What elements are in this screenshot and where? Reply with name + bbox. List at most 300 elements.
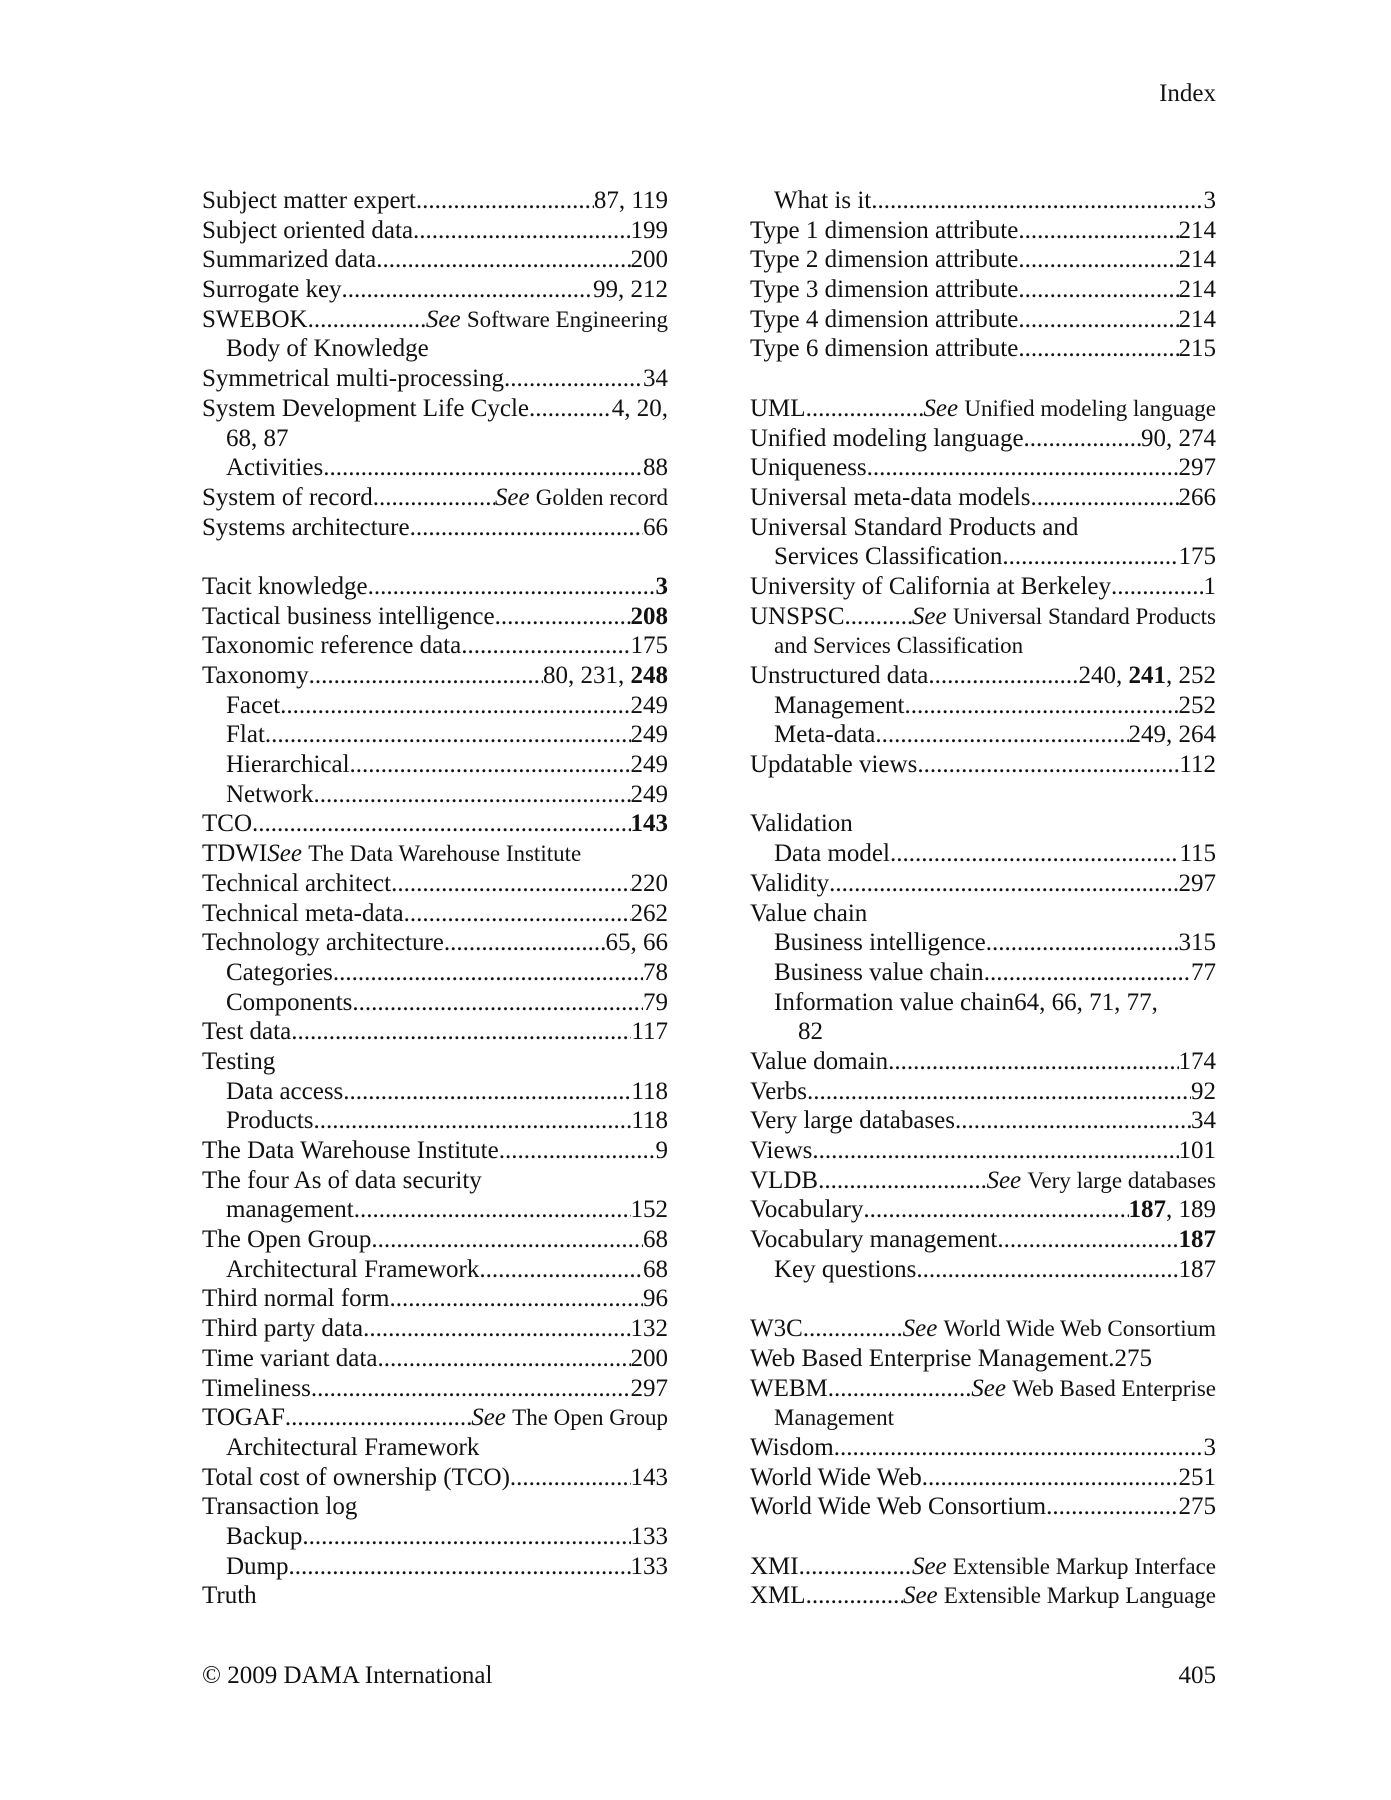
entry-term: Validity <box>750 869 830 897</box>
page-ref: 68 <box>643 1255 668 1283</box>
dot-leader <box>529 394 612 424</box>
index-entry <box>750 394 1216 424</box>
index-entry <box>750 899 1216 929</box>
index-entry <box>750 691 1216 721</box>
entry-term: System Development Life Cycle <box>202 394 530 422</box>
page-refs <box>1179 750 1216 780</box>
see-label: See <box>986 1166 1022 1194</box>
page-ref: 96 <box>643 1285 668 1313</box>
page-refs <box>1179 869 1217 899</box>
index-entry <box>750 1581 1216 1611</box>
page-refs <box>1179 1047 1217 1077</box>
entry-term: Categories <box>226 958 333 986</box>
dot-leader <box>285 1403 471 1433</box>
index-entry <box>750 928 1216 958</box>
dot-leader <box>314 1106 632 1136</box>
dot-leader <box>1046 1492 1178 1522</box>
page-refs: 240, 241, 252 <box>1078 662 1216 689</box>
index-entry <box>202 394 668 424</box>
index-entry <box>202 305 668 335</box>
dot-leader <box>905 691 1179 721</box>
page-refs <box>1179 275 1217 305</box>
index-entry <box>202 631 668 661</box>
index-entry <box>202 661 668 691</box>
index-entry <box>750 572 1216 602</box>
entry-term: World Wide Web <box>750 1463 922 1491</box>
page-ref: 99 <box>593 276 618 304</box>
page-ref: 214 <box>1178 276 1216 304</box>
entry-term: Hierarchical <box>226 751 350 779</box>
entry-term: management <box>226 1196 354 1224</box>
page-ref: 264 <box>1178 721 1216 749</box>
page-refs: 187, 189 <box>1128 1196 1216 1224</box>
entry-term: Type 4 dimension attribute <box>750 305 1019 333</box>
dot-leader <box>984 958 1191 988</box>
see-reference <box>267 839 581 869</box>
page-ref: 3 <box>655 572 668 600</box>
entry-term: UNSPSC <box>750 602 845 630</box>
dot-leader <box>799 1552 912 1582</box>
entry-term: Technical architect <box>202 869 392 897</box>
index-entry <box>202 216 668 246</box>
entry-term: Management <box>774 691 905 719</box>
page-refs <box>643 1284 668 1314</box>
entry-term: Unstructured data <box>750 662 929 689</box>
page-ref: 112 <box>1179 751 1216 779</box>
page-refs <box>631 602 669 632</box>
dot-leader <box>803 1314 903 1344</box>
index-entry <box>750 958 1216 988</box>
index-entry <box>750 602 1216 632</box>
page-ref: 118 <box>631 1077 668 1105</box>
page-refs <box>631 216 669 246</box>
index-entry <box>202 958 668 988</box>
see-label: See <box>911 1552 947 1580</box>
blank-line <box>750 1284 1216 1314</box>
index-entry <box>202 1314 668 1344</box>
index-entry <box>202 1284 668 1314</box>
page-ref: 275 <box>1178 1493 1216 1521</box>
dot-leader <box>928 661 1078 691</box>
page-refs <box>1179 1255 1217 1285</box>
page-ref: 175 <box>1178 543 1216 571</box>
index-entry <box>202 750 668 780</box>
page-ref: 101 <box>1178 1137 1216 1164</box>
entry-term: The four As of data security <box>202 1166 482 1194</box>
entry-term: Test data <box>202 1018 292 1046</box>
dot-leader <box>376 245 630 275</box>
entry-term: The Data Warehouse Institute <box>202 1137 499 1164</box>
entry-term: Facet <box>226 691 281 719</box>
entry-term: W3C <box>750 1315 803 1343</box>
index-entry <box>202 1106 668 1136</box>
page-ref: 297 <box>630 1374 668 1402</box>
dot-leader <box>371 1225 643 1255</box>
entry-term: TDWI <box>202 840 268 868</box>
index-entry <box>750 513 1216 543</box>
page-ref: 66 <box>643 929 668 957</box>
index-entry <box>202 186 668 216</box>
dot-leader <box>495 602 631 632</box>
dot-leader <box>350 750 631 780</box>
running-header: Index <box>1159 80 1216 107</box>
index-entry <box>202 928 668 958</box>
entry-term: 68, 87 <box>226 424 289 452</box>
see-label: See <box>494 483 530 511</box>
index-entry <box>202 602 668 632</box>
page-refs <box>631 1314 669 1344</box>
entry-term: Technical meta-data <box>202 899 404 927</box>
see-reference <box>495 483 668 513</box>
entry-term: 82 <box>798 1018 823 1046</box>
entry-term: Third party data <box>202 1315 364 1343</box>
index-entry <box>202 899 668 929</box>
index-entry <box>750 1017 1216 1047</box>
entry-term: Views <box>750 1137 813 1164</box>
page-ref: 77 <box>1191 958 1216 986</box>
dot-leader <box>890 839 1179 869</box>
see-reference <box>903 1314 1216 1344</box>
page-ref: 315 <box>1178 929 1216 957</box>
index-entry <box>202 1403 668 1433</box>
dot-leader <box>410 513 643 543</box>
page-ref: 80 <box>543 662 568 689</box>
index-entry <box>750 661 1216 691</box>
page-ref: 34 <box>1191 1107 1216 1135</box>
index-entry <box>750 1136 1216 1166</box>
page-ref: 248 <box>630 662 668 689</box>
page-ref: 241 <box>1128 662 1166 689</box>
entry-term: World Wide Web Consortium <box>750 1493 1047 1521</box>
dot-leader <box>311 1374 631 1404</box>
dot-leader <box>806 394 924 424</box>
page-ref: 90 <box>1141 424 1166 452</box>
dot-leader <box>1002 542 1178 572</box>
dot-leader <box>499 1136 656 1166</box>
dot-leader <box>309 661 543 691</box>
entry-term: XML <box>750 1582 806 1610</box>
page-refs <box>1191 958 1216 988</box>
index-entry <box>202 988 668 1018</box>
page-refs <box>631 750 669 780</box>
page-refs <box>631 1077 668 1107</box>
dot-leader <box>354 1195 631 1225</box>
page-refs <box>631 631 669 661</box>
page-ref: 249 <box>630 751 668 779</box>
page-ref: 220 <box>630 869 668 897</box>
entry-term: Universal meta-data models <box>750 483 1031 511</box>
page-ref: 79 <box>643 988 668 1016</box>
dot-leader <box>265 720 631 750</box>
dot-leader <box>1030 483 1178 513</box>
index-entry <box>750 305 1216 335</box>
entry-term: Architectural Framework <box>226 1433 480 1461</box>
dot-leader <box>368 572 656 602</box>
entry-term: Value chain <box>750 899 868 927</box>
index-entry <box>750 839 1216 869</box>
see-label: See <box>971 1374 1006 1402</box>
entry-term: Taxonomy <box>202 662 309 689</box>
page-ref: 78 <box>643 958 668 986</box>
entry-term: Unified modeling language <box>750 424 1024 452</box>
page-ref: 66 <box>643 513 668 541</box>
page-ref: 118 <box>631 1107 668 1135</box>
page-ref: 214 <box>1178 246 1216 274</box>
blank-line <box>750 364 1216 394</box>
index-entry <box>750 186 1216 216</box>
blank-line <box>750 1522 1216 1552</box>
entry-term: Activities <box>226 454 324 482</box>
entry-term: Technology architecture <box>202 929 444 957</box>
page-refs <box>631 809 669 839</box>
see-label: See <box>471 1404 506 1432</box>
dot-leader <box>1018 334 1178 364</box>
index-entry <box>750 1255 1216 1285</box>
see-target: Universal Standard Products <box>952 603 1216 629</box>
entry-term: Type 3 dimension attribute <box>750 276 1019 304</box>
entry-term: WEBM <box>750 1374 828 1402</box>
entry-term: Flat <box>226 721 265 749</box>
entry-term: Products <box>226 1107 314 1135</box>
dot-leader <box>252 809 631 839</box>
dot-leader <box>917 750 1179 780</box>
index-entry <box>202 424 668 454</box>
page-refs <box>1179 483 1217 513</box>
see-target: Golden record <box>535 484 668 510</box>
page-ref: 187 <box>1178 1255 1216 1283</box>
dot-leader <box>997 1225 1178 1255</box>
page-refs <box>1204 186 1217 216</box>
index-entry <box>202 1492 668 1522</box>
page-refs <box>631 1374 669 1404</box>
page-refs <box>1179 305 1217 335</box>
page-refs <box>643 1255 668 1285</box>
see-target: The Data Warehouse Institute <box>308 841 582 867</box>
index-entry <box>750 275 1216 305</box>
index-entry <box>202 839 668 869</box>
index-entry <box>750 1344 1216 1374</box>
dot-leader <box>391 869 630 899</box>
index-entry <box>202 1047 668 1077</box>
dot-leader <box>373 483 495 513</box>
entry-term: Business value chain <box>774 958 984 986</box>
page-refs <box>631 720 669 750</box>
page-refs <box>1179 1136 1217 1166</box>
entry-term: Body of Knowledge <box>226 335 429 363</box>
page-ref: 34 <box>643 365 668 393</box>
index-entry <box>750 334 1216 364</box>
dot-leader <box>828 1374 971 1404</box>
index-column-right <box>750 186 1216 1611</box>
dot-leader <box>867 453 1179 483</box>
index-entry <box>202 334 668 364</box>
index-entry <box>750 424 1216 454</box>
page-refs <box>1191 1106 1216 1136</box>
entry-term: Taxonomic reference data <box>202 632 462 660</box>
dot-leader <box>280 691 630 721</box>
dot-leader <box>389 1284 643 1314</box>
dot-leader <box>875 720 1128 750</box>
see-target: Web Based Enterprise <box>1012 1375 1216 1401</box>
page-refs <box>631 245 669 275</box>
entry-term: Systems architecture <box>202 513 410 541</box>
page-ref: 187 <box>1128 1196 1166 1224</box>
page-ref: 117 <box>631 1018 668 1046</box>
page-ref: 189 <box>1178 1196 1216 1224</box>
entry-term: Tactical business intelligence <box>202 602 495 630</box>
entry-term: Universal Standard Products and <box>750 513 1079 541</box>
page-refs <box>631 1017 668 1047</box>
entry-term: UML <box>750 394 806 422</box>
entry-term: Services Classification <box>774 543 1003 571</box>
entry-term: Validation <box>750 810 853 838</box>
page-refs <box>643 364 668 394</box>
see-reference <box>923 394 1216 424</box>
dot-leader <box>444 928 606 958</box>
index-entry <box>750 1403 1216 1433</box>
index-entry <box>750 750 1216 780</box>
entry-term: Surrogate key <box>202 276 342 304</box>
entry-term: What is it <box>774 187 872 214</box>
dot-leader <box>1018 245 1178 275</box>
see-label: See <box>911 602 947 630</box>
entry-term: TCO <box>202 810 252 838</box>
entry-term: Meta-data <box>774 721 876 749</box>
index-entry <box>202 1522 668 1552</box>
dot-leader <box>1018 275 1178 305</box>
page-refs: 65, 66 <box>605 929 668 957</box>
index-entry <box>202 513 668 543</box>
index-entry <box>202 1166 668 1196</box>
dot-leader <box>504 364 643 394</box>
dot-leader <box>1018 216 1178 246</box>
dot-leader <box>404 899 631 929</box>
page-refs <box>631 1463 669 1493</box>
index-entry <box>202 1463 668 1493</box>
page-refs <box>1179 1492 1217 1522</box>
index-entry <box>202 1552 668 1582</box>
index-entry <box>202 1374 668 1404</box>
entry-term: Summarized data <box>202 246 377 274</box>
page-refs: 90, 274 <box>1141 424 1216 452</box>
index-entry <box>750 1463 1216 1493</box>
index-entry <box>750 1106 1216 1136</box>
page-refs <box>643 1225 668 1255</box>
entry-term: Backup <box>226 1522 303 1550</box>
entry-term: System of record <box>202 483 373 511</box>
page-ref: 65 <box>605 929 631 957</box>
page-refs <box>1179 334 1217 364</box>
page-refs <box>1179 928 1217 958</box>
index-entry <box>202 364 668 394</box>
page-ref: 152 <box>630 1196 668 1224</box>
entry-term: SWEBOK <box>202 305 308 333</box>
entry-term: Uniqueness <box>750 454 867 482</box>
page-ref: 199 <box>630 216 668 244</box>
index-entry <box>202 780 668 810</box>
page-ref: 143 <box>630 1463 668 1491</box>
page-refs <box>656 1136 669 1166</box>
index-entry <box>750 245 1216 275</box>
page-ref: 133 <box>630 1552 668 1580</box>
page-ref: 92 <box>1191 1077 1216 1105</box>
page-refs <box>1179 839 1216 869</box>
index-entry <box>750 720 1216 750</box>
page-ref: 251 <box>1178 1463 1216 1491</box>
index-entry <box>202 720 668 750</box>
dot-leader <box>1018 305 1178 335</box>
see-reference <box>903 1581 1216 1611</box>
index-entry <box>202 1255 668 1285</box>
dot-leader <box>342 275 593 305</box>
see-label: See <box>902 1582 938 1610</box>
index-entry <box>202 1344 668 1374</box>
page-ref: 1 <box>1203 572 1216 600</box>
page-ref: 133 <box>630 1522 668 1550</box>
entry-term: Business intelligence <box>774 929 986 957</box>
see-target: Unified modeling language <box>964 395 1216 421</box>
entry-term: Subject matter expert <box>202 187 416 214</box>
page-ref: 297 <box>1178 869 1216 897</box>
entry-term: Vocabulary <box>750 1196 864 1224</box>
dot-leader <box>863 1195 1128 1225</box>
page-ref: 252 <box>1178 691 1216 719</box>
page-ref: 266 <box>1178 483 1216 511</box>
page-refs <box>1179 245 1217 275</box>
dot-leader <box>302 1522 630 1552</box>
page-refs: 249, 264 <box>1128 721 1216 749</box>
index-entry <box>202 691 668 721</box>
entry-term: XMI <box>750 1552 799 1580</box>
see-reference <box>912 602 1216 632</box>
index-entry <box>202 809 668 839</box>
index-entry <box>750 1047 1216 1077</box>
see-label: See <box>425 305 461 333</box>
page-ref: 9 <box>655 1137 668 1164</box>
index-entry <box>750 1492 1216 1522</box>
entry-term: TOGAF <box>202 1404 285 1432</box>
see-label: See <box>923 394 959 422</box>
dot-leader <box>363 1314 630 1344</box>
index-entry <box>750 1195 1216 1225</box>
index-entry <box>750 869 1216 899</box>
page-ref: 214 <box>1178 216 1216 244</box>
index-entry <box>202 275 668 305</box>
page-ref: 174 <box>1178 1047 1216 1075</box>
page-refs <box>631 1344 669 1374</box>
page-ref: 200 <box>630 1344 668 1372</box>
see-target: Very large databases <box>1027 1167 1216 1193</box>
see-label: See <box>267 840 302 868</box>
index-column-left <box>202 186 668 1611</box>
page-ref: 212 <box>630 276 668 304</box>
page-ref: 87 <box>593 187 619 214</box>
footer-copyright: © 2009 DAMA International <box>202 1662 493 1689</box>
entry-term: Verbs <box>750 1077 807 1105</box>
dot-leader <box>377 1344 630 1374</box>
entry-term: Network <box>226 780 314 808</box>
page-ref: 187 <box>1178 1226 1216 1254</box>
dot-leader <box>352 988 643 1018</box>
dot-leader <box>461 631 630 661</box>
page-refs: 99, 212 <box>593 276 668 304</box>
index-entry <box>750 453 1216 483</box>
dot-leader <box>510 1463 631 1493</box>
index-entry <box>750 1433 1216 1463</box>
see-label: See <box>902 1315 938 1343</box>
blank-line <box>750 780 1216 810</box>
page-ref: 249 <box>1128 721 1166 749</box>
